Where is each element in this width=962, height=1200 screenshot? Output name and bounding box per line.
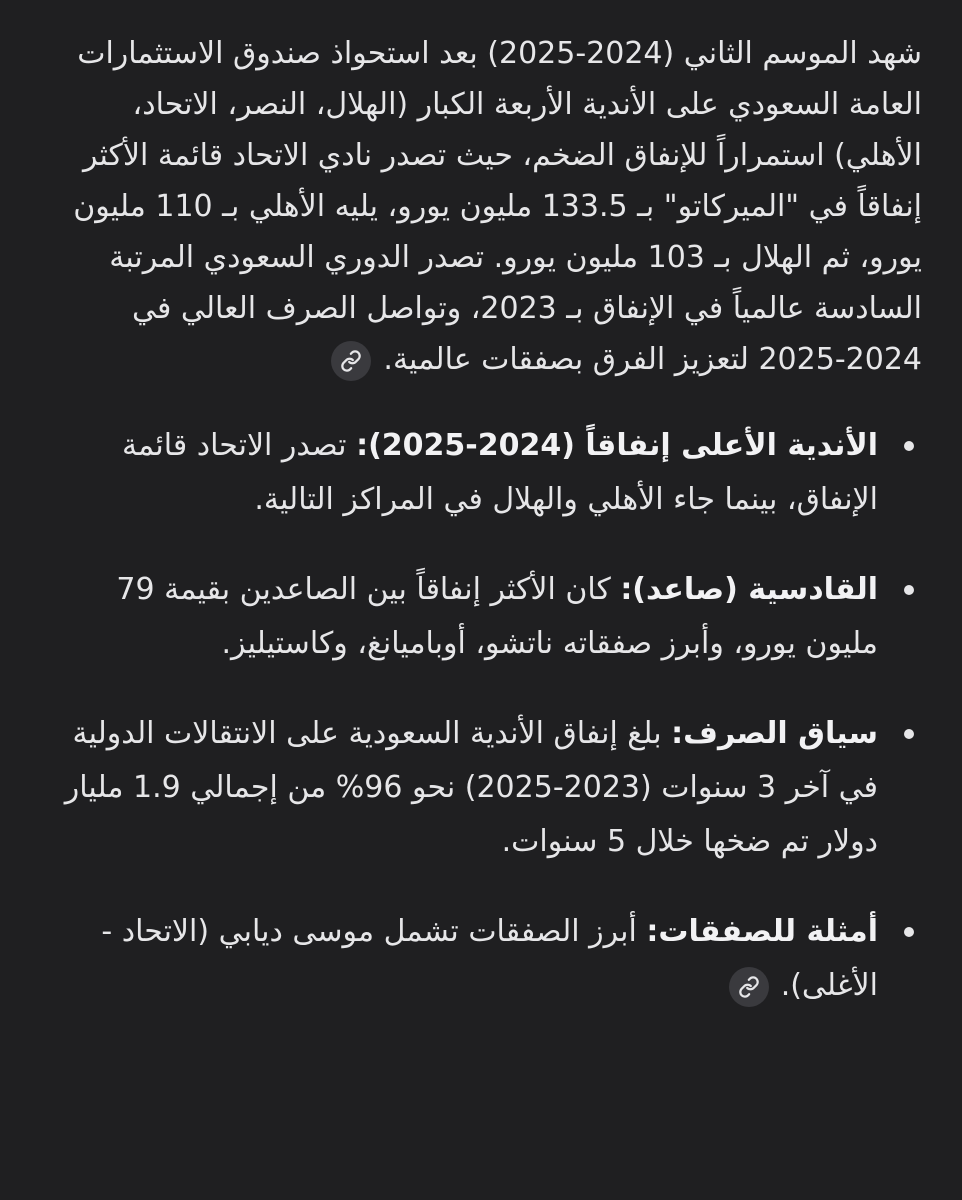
link-icon — [340, 350, 362, 372]
bullet-dot — [904, 441, 914, 451]
link-icon — [738, 976, 760, 998]
bullet-list — [46, 419, 922, 1013]
source-link-button[interactable] — [331, 341, 371, 381]
bullet-dot — [904, 729, 914, 739]
intro-text: شهد الموسم الثاني (2024-2025) بعد استحواذ صندوق الاستثمارات العامة السعودي على الأندية الأربعة الكبار (الهلال، النصر، الاتحاد، الأهلي) استمراراً للإنفاق الضخم، حيث تصدر نادي الاتحاد قائمة الأكثر إنفاقاً في "الميركاتو" بـ 133.5 مليون يورو، يليه الأهلي بـ 110 مليون يورو، ثم الهلال بـ 103 مليون يورو. تصدر الدوري السعودي المرتبة السادسة عالمياً في الإنفاق بـ 2023، وتواصل الصرف العالي في 2024-2025 لتعزيز الفرق بصفقات عالمية. — [73, 36, 922, 377]
bullet-item-qadsiah — [46, 563, 878, 671]
source-link-button[interactable] — [729, 967, 769, 1007]
bullet-dot — [904, 585, 914, 595]
bullet-term: سياق الصرف: — [671, 716, 878, 751]
bullet-item-spending-context — [46, 707, 878, 869]
bullet-term: الأندية الأعلى إنفاقاً (2024-2025): — [356, 428, 878, 463]
bullet-text: بلغ إنفاق الأندية السعودية على الانتقالات الدولية في آخر 3 سنوات (2023-2025) نحو 96% من إجمالي 1.9 مليار دولار تم ضخها خلال 5 سنوات. — [64, 716, 878, 859]
bullet-term: القادسية (صاعد): — [620, 572, 878, 607]
bullet-text: كان الأكثر إنفاقاً بين الصاعدين بقيمة 79 مليون يورو، وأبرز صفقاته ناتشو، أوباميانغ، وكاستيليز. — [116, 572, 878, 661]
bullet-text: أبرز الصفقات تشمل موسى ديابي (الاتحاد - الأغلى). — [101, 914, 878, 1003]
bullet-term: أمثلة للصفقات: — [646, 914, 878, 949]
bullet-item-deal-examples — [46, 905, 878, 1013]
bullet-item-top-spenders — [46, 419, 878, 527]
bullet-text: تصدر الاتحاد قائمة الإنفاق، بينما جاء الأهلي والهلال في المراكز التالية. — [121, 428, 878, 517]
intro-paragraph — [46, 28, 922, 385]
bullet-dot — [904, 927, 914, 937]
